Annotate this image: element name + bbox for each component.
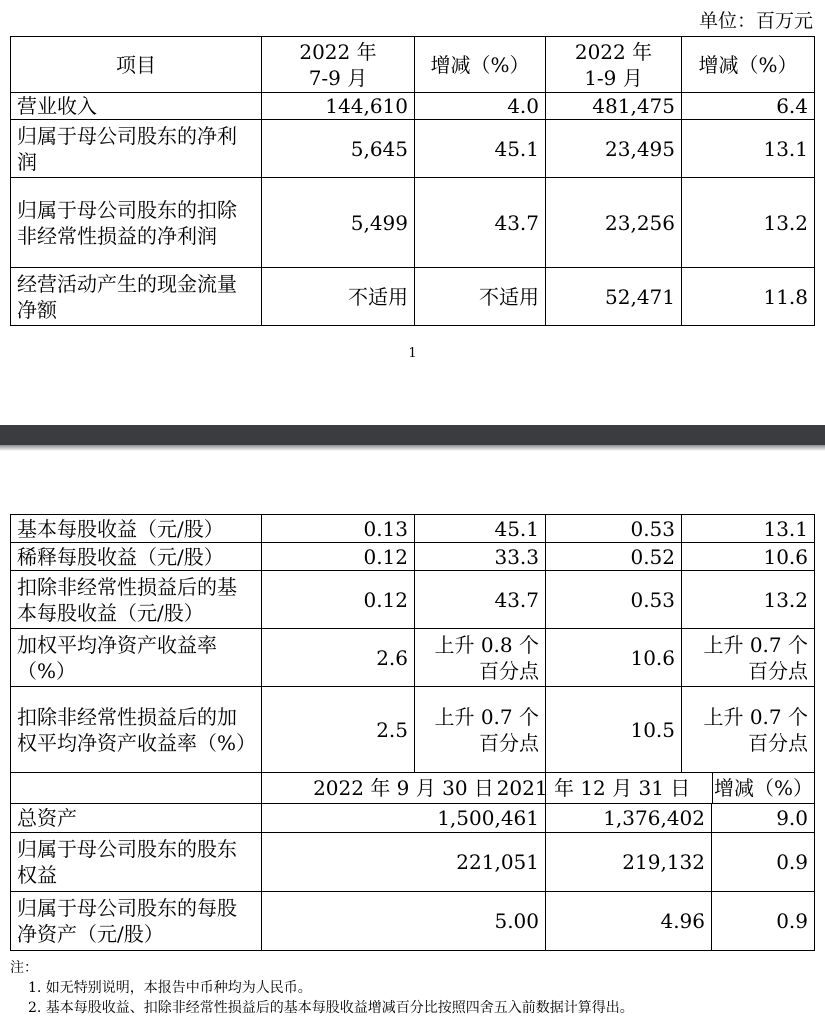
cell-date2: 1,376,402 (475, 804, 712, 832)
row-label: 归属于母公司股东的扣除非经常性损益的净利润 (11, 178, 262, 268)
cell-ytd: 23,256 (546, 178, 682, 268)
balance-split (546, 804, 815, 833)
header-q3-change: 增减（%） (415, 37, 546, 93)
cell-q3-change: 上升 0.7 个 百分点 (415, 687, 546, 773)
header-balance-change: 增减（%） (713, 776, 813, 800)
financial-summary-table (10, 36, 815, 326)
cell-q3: 5,499 (262, 178, 415, 268)
cell-ytd-change: 11.8 (682, 268, 815, 326)
table-row (11, 687, 815, 773)
header-ytd-period: 2022 年 1-9 月 (546, 37, 682, 93)
balance-header-split (496, 773, 815, 804)
cell-q3: 0.13 (262, 515, 415, 543)
balance-split (546, 833, 815, 892)
page-number: 1 (408, 346, 417, 361)
table-row (11, 833, 815, 892)
cell-ytd-change: 13.2 (682, 571, 815, 629)
cell-q3: 2.5 (262, 687, 415, 773)
cell-ytd-change: 上升 0.7 个 百分点 (682, 687, 815, 773)
cell-q3: 144,610 (262, 93, 415, 120)
table-row (11, 629, 815, 687)
table-row (11, 515, 815, 543)
header-item: 项目 (11, 37, 262, 93)
row-label: 归属于母公司股东的每股净资产（元/股） (11, 892, 262, 951)
cell-date1: 1,500,461 (262, 804, 546, 833)
row-label: 基本每股收益（元/股） (11, 515, 262, 543)
header-date2: 2021 年 12 月 31 日 (475, 773, 713, 803)
row-label: 稀释每股收益（元/股） (11, 543, 262, 571)
page-divider-shadow (0, 445, 825, 451)
table-row (11, 892, 815, 951)
cell-ytd: 10.5 (546, 687, 682, 773)
cell-balance-change: 0.9 (776, 850, 808, 874)
cell-q3-change: 45.1 (415, 120, 546, 178)
cell-q3-change: 43.7 (415, 178, 546, 268)
cell-q3-change: 上升 0.8 个 百分点 (415, 629, 546, 687)
cell-ytd: 23,495 (546, 120, 682, 178)
header-q3-period: 2022 年 7-9 月 (262, 37, 415, 93)
cell-q3-change: 33.3 (415, 543, 546, 571)
cell-q3: 0.12 (262, 571, 415, 629)
cell-q3-change: 43.7 (415, 571, 546, 629)
cell-date2: 219,132 (475, 833, 712, 891)
table-row (11, 543, 815, 571)
cell-ytd-change: 6.4 (682, 93, 815, 120)
row-label: 归属于母公司股东的净利润 (11, 120, 262, 178)
row-label: 扣除非经常性损益后的基本每股收益（元/股） (11, 571, 262, 629)
balance-header-row (11, 773, 815, 804)
cell-ytd: 481,475 (546, 93, 682, 120)
page-divider (0, 425, 825, 445)
note-item: 1. 如无特别说明，本报告中币种均为人民币。 (28, 980, 312, 996)
cell-date2: 4.96 (475, 892, 712, 950)
cell-ytd-change: 13.2 (682, 178, 815, 268)
cell-ytd-change: 13.1 (682, 515, 815, 543)
table-row (11, 804, 815, 833)
balance-header-blank (11, 773, 262, 804)
row-label: 归属于母公司股东的股东权益 (11, 833, 262, 892)
cell-ytd: 10.6 (546, 629, 682, 687)
cell-ytd: 0.52 (546, 543, 682, 571)
cell-balance-change: 9.0 (776, 806, 808, 830)
balance-split (546, 892, 815, 951)
cell-ytd-change: 10.6 (682, 543, 815, 571)
table-row (11, 178, 815, 268)
row-label: 总资产 (11, 804, 262, 833)
row-label: 扣除非经常性损益后的加权平均净资产收益率（%） (11, 687, 262, 773)
cell-ytd: 0.53 (546, 571, 682, 629)
cell-ytd: 52,471 (546, 268, 682, 326)
notes-title: 注： (10, 960, 38, 976)
table-row (11, 93, 815, 120)
table-header-row (11, 37, 815, 93)
row-label: 加权平均净资产收益率（%） (11, 629, 262, 687)
cell-date1: 221,051 (262, 833, 546, 892)
cell-ytd: 0.53 (546, 515, 682, 543)
note-item: 2. 基本每股收益、扣除非经常性损益后的基本每股收益增减百分比按照四舍五入前数据计算得出。 (28, 1000, 634, 1016)
footnotes (10, 958, 815, 1018)
financial-summary-table-continued (10, 514, 815, 951)
row-label: 经营活动产生的现金流量净额 (11, 268, 262, 326)
header-date1: 2022 年 9 月 30 日 (262, 773, 546, 804)
cell-q3-change: 45.1 (415, 515, 546, 543)
cell-balance-change: 0.9 (776, 909, 808, 933)
cell-date1: 5.00 (262, 892, 546, 951)
table-row (11, 268, 815, 326)
cell-ytd-change: 13.1 (682, 120, 815, 178)
cell-q3-change: 4.0 (415, 93, 546, 120)
cell-q3-change: 不适用 (415, 268, 546, 326)
header-ytd-change: 增减（%） (682, 37, 815, 93)
cell-ytd-change: 上升 0.7 个 百分点 (682, 629, 815, 687)
table-row (11, 571, 815, 629)
cell-q3: 不适用 (262, 268, 415, 326)
cell-q3: 5,645 (262, 120, 415, 178)
cell-q3: 2.6 (262, 629, 415, 687)
table-row (11, 120, 815, 178)
row-label: 营业收入 (11, 93, 262, 120)
cell-q3: 0.12 (262, 543, 415, 571)
unit-label: 单位：百万元 (698, 10, 813, 32)
